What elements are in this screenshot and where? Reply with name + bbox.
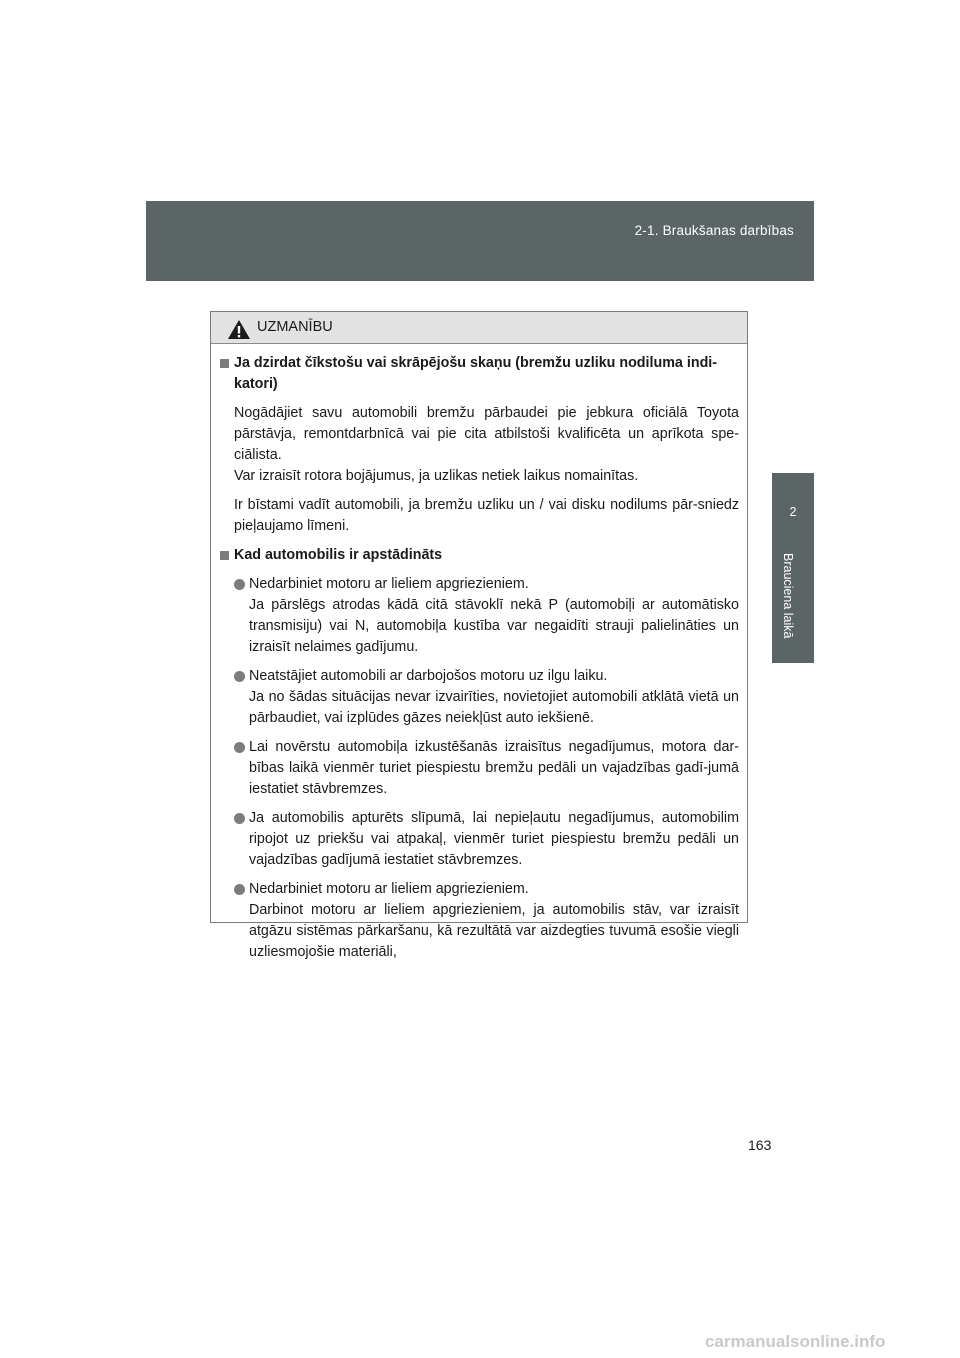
list-item [234,808,739,871]
circle-bullet-icon [234,884,245,895]
circle-bullet-icon [234,671,245,682]
page-number: 163 [748,1137,772,1153]
list-item-text: Darbinot motoru ar lieliem apgriezieniem, ja automobilis stāv, var izraisīt atgāzu sistēmas pārkaršanu, kā rezultātā var aizdegties tuvumā esošie viegli uzliesmojošie materiāli, [249,902,739,960]
section-heading-text: Kad automobilis ir apstādināts [234,547,443,563]
paragraph [234,403,739,487]
list-item-lead: Neatstājiet automobili ar darbojošos motoru uz ilgu laiku. [249,668,608,684]
list-item-text: Ja no šādas situācijas nevar izvairīties, novietojiet automobili atklātā vietā un pārbaudiet, vai izplūdes gāzes neiekļūst auto iekšienē. [249,689,739,726]
section-heading-text: Ja dzirdat čīkstošu vai skrāpējošu skaņu (bremžu uzliku nodiluma indi-katori) [234,355,718,392]
chapter-number: 2 [789,505,797,519]
section-header-band [146,201,814,281]
list-item [234,737,739,800]
list-item-text: Lai novērstu automobiļa izkustēšanās izraisītus negadījumus, motora dar-bības laikā vienmēr turiet piespiestu bremžu pedāli un vajadzības gadī-jumā iestatiet stāvbremzes. [249,739,739,797]
caution-title: UZMANĪBU [257,319,333,335]
list-item [234,666,739,729]
caution-header [211,312,747,344]
list-item-lead: Nedarbiniet motoru ar lieliem apgriezieniem. [249,881,529,897]
section-heading [220,353,739,395]
list-item-text: Ja automobilis apturēts slīpumā, lai nepieļautu negadījumus, automobilim ripojot uz priekšu vai atpakaļ, vienmēr turiet piespiestu bremžu pedāli un vajadzības gadījumā iestatiet stāvbremzes. [249,810,739,868]
caution-box [210,311,748,960]
circle-bullet-icon [234,813,245,824]
section-title: 2-1. Braukšanas darbības [634,223,794,238]
paragraph-text: Nogādājiet savu automobili bremžu pārbaudei pie jebkura oficiālā Toyota pārstāvja, remontdarbnīcā vai pie cita atbilstoši kvalificēta un aprīkota spe-ciālista. [234,405,739,463]
warning-triangle-icon [227,319,251,340]
paragraph [234,495,739,537]
chapter-side-tab [772,473,814,663]
section-heading [220,545,739,566]
chapter-label: Brauciena laikā [781,553,795,639]
circle-bullet-icon [234,579,245,590]
square-bullet-icon [220,359,229,368]
paragraph-text: Var izraisīt rotora bojājumus, ja uzlikas netiek laikus nomainītas. [234,468,639,484]
list-item-text: Ja pārslēgs atrodas kādā citā stāvoklī nekā P (automobiļi ar automātisko transmisiju) vai N, automobiļa kustība var negaidīti strauji palielināties un izraisīt nelaimes gadījumu. [249,597,739,655]
list-item-lead: Nedarbiniet motoru ar lieliem apgriezieniem. [249,576,529,592]
circle-bullet-icon [234,742,245,753]
list-item [234,574,739,658]
watermark: carmanualsonline.info [705,1332,886,1351]
paragraph-text: Ir bīstami vadīt automobili, ja bremžu uzliku un / vai disku nodilums pār-sniedz pieļaujamo līmeni. [234,497,739,534]
square-bullet-icon [220,551,229,560]
list-item [234,879,739,963]
caution-body [211,344,747,963]
